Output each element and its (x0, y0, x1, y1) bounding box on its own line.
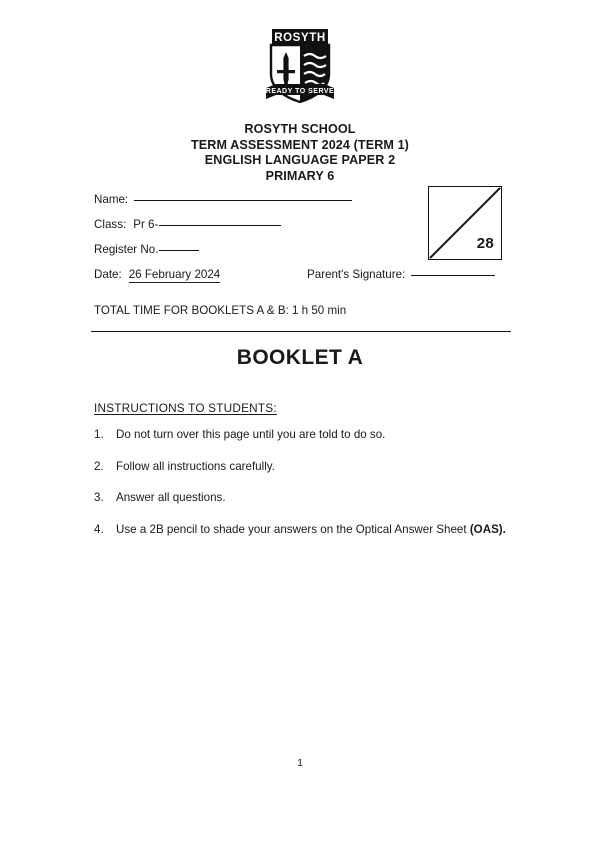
instruction-text (116, 523, 506, 537)
parent-signature-label: Parent's Signature: (307, 268, 406, 281)
list-item (94, 428, 524, 442)
school-crest-container (0, 28, 600, 106)
list-item (94, 523, 524, 537)
date-value: 26 February 2024 (128, 268, 221, 281)
instruction-text-bold: (OAS). (469, 522, 506, 536)
instruction-text-main: Follow all instructions carefully. (116, 459, 275, 473)
booklet-title: BOOKLET A (236, 346, 364, 369)
marks-total-value: 28 (476, 235, 494, 252)
page-number: 1 (297, 757, 303, 769)
register-field-row (94, 243, 514, 268)
section-divider (91, 331, 511, 332)
register-no-label: Register No. (94, 243, 159, 256)
svg-text:READY TO SERVE: READY TO SERVE (265, 88, 335, 95)
instruction-text (116, 491, 226, 505)
class-prefix: Pr 6- (133, 218, 159, 231)
rosyth-school-crest-icon (264, 28, 336, 106)
instruction-text (116, 460, 275, 474)
header-assessment-name: TERM ASSESSMENT 2024 (TERM 1) (191, 137, 409, 152)
instruction-number: 2. (94, 459, 104, 473)
student-particulars-form (94, 193, 514, 293)
instruction-number: 3. (94, 491, 104, 504)
name-input[interactable] (134, 200, 352, 201)
instruction-text-main: Do not turn over this page until you are told to do so. (116, 428, 386, 441)
date-label: Date: (94, 268, 122, 281)
instruction-number: 4. (94, 522, 104, 536)
instructions-list (94, 428, 524, 554)
list-item (94, 491, 524, 505)
instruction-text (116, 428, 385, 442)
header-school-name: ROSYTH SCHOOL (244, 122, 356, 136)
register-no-input[interactable] (159, 250, 199, 251)
name-field-row (94, 193, 514, 218)
header-subject: ENGLISH LANGUAGE PAPER 2 (204, 153, 396, 167)
name-label: Name: (94, 193, 129, 206)
total-time-text: TOTAL TIME FOR BOOKLETS A & B: 1 h 50 min (94, 304, 347, 317)
instructions-heading: INSTRUCTIONS TO STUDENTS: (94, 401, 277, 415)
svg-text:ROSYTH: ROSYTH (274, 32, 326, 44)
exam-header-titles (0, 122, 600, 184)
parent-signature-group (307, 268, 495, 281)
list-item (94, 460, 524, 474)
instruction-text-main: Use a 2B pencil to shade your answers on the Optical Answer Sheet (116, 522, 470, 536)
header-level: PRIMARY 6 (265, 168, 335, 183)
instruction-number: 1. (94, 428, 104, 441)
instruction-text-main: Answer all questions. (116, 491, 226, 504)
class-field-row (94, 218, 514, 243)
class-label: Class: (94, 218, 127, 231)
class-input[interactable] (159, 225, 281, 226)
date-signature-row (94, 268, 514, 293)
parent-signature-input[interactable] (411, 275, 495, 276)
